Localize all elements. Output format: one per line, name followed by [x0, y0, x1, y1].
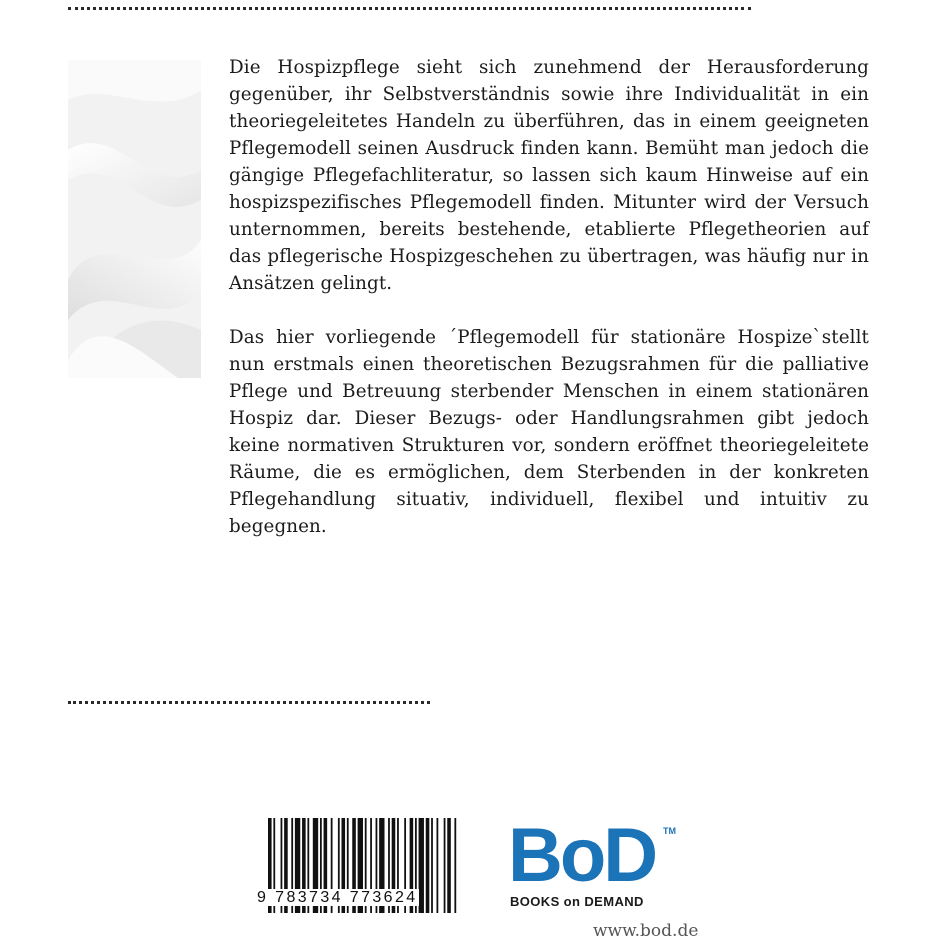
blurb-paragraph-2: Das hier vorliegende ´Pflegemodell für stationäre Hospize`stellt nun erstmals einen theoretischen Bezugsrahmen für die palliative Pflege und Betreuung sterbender Menschen in einem stationären Hospiz dar. Dieser Bezugs- oder Handlungsrahmen gibt jedoch keine normativen Strukturen vor, sondern eröffnet theoriegeleitete Räume, die es ermöglichen, dem Sterbenden in der konkreten Pflegehandlung situativ, individuell, flexibel und intuitiv zu begegnen.	[229, 327, 869, 537]
isbn-digits	[256, 889, 456, 907]
back-cover-blurb	[229, 54, 869, 540]
bod-logo-wordmark: BoD	[508, 813, 656, 898]
blurb-paragraph-1: Die Hospizpflege sieht sich zunehmend der Herausforderung gegenüber, ihr Selbstverständnis sowie ihre Individualität in ein theoriegeleitetes Handeln zu überführen, das in einem geeigneten Pflegemodell seinen Ausdruck finden kann. Bemüht man jedoch die gängige Pflegefachliteratur, so lassen sich kaum Hinweise auf ein hospizspezifisches Pflegemodell finden. Mitunter wird der Versuch unternommen, bereits bestehende, etablierte Pflegetheorien auf das pflegerische Hospizgeschehen zu übertragen, was häufig nur in Ansätzen gelingt.	[229, 57, 869, 294]
isbn-digits-text: 9 783734 773624	[257, 889, 418, 906]
swoosh-graphic	[68, 60, 201, 378]
bod-tagline: BOOKS on DEMAND	[510, 894, 644, 909]
top-dotted-rule	[68, 7, 751, 10]
publisher-url: www.bod.de	[593, 921, 699, 941]
bottom-dotted-rule	[68, 701, 430, 704]
decorative-swoosh-panel	[68, 60, 201, 378]
bod-trademark: TM	[663, 826, 676, 836]
bod-logo	[508, 813, 678, 910]
